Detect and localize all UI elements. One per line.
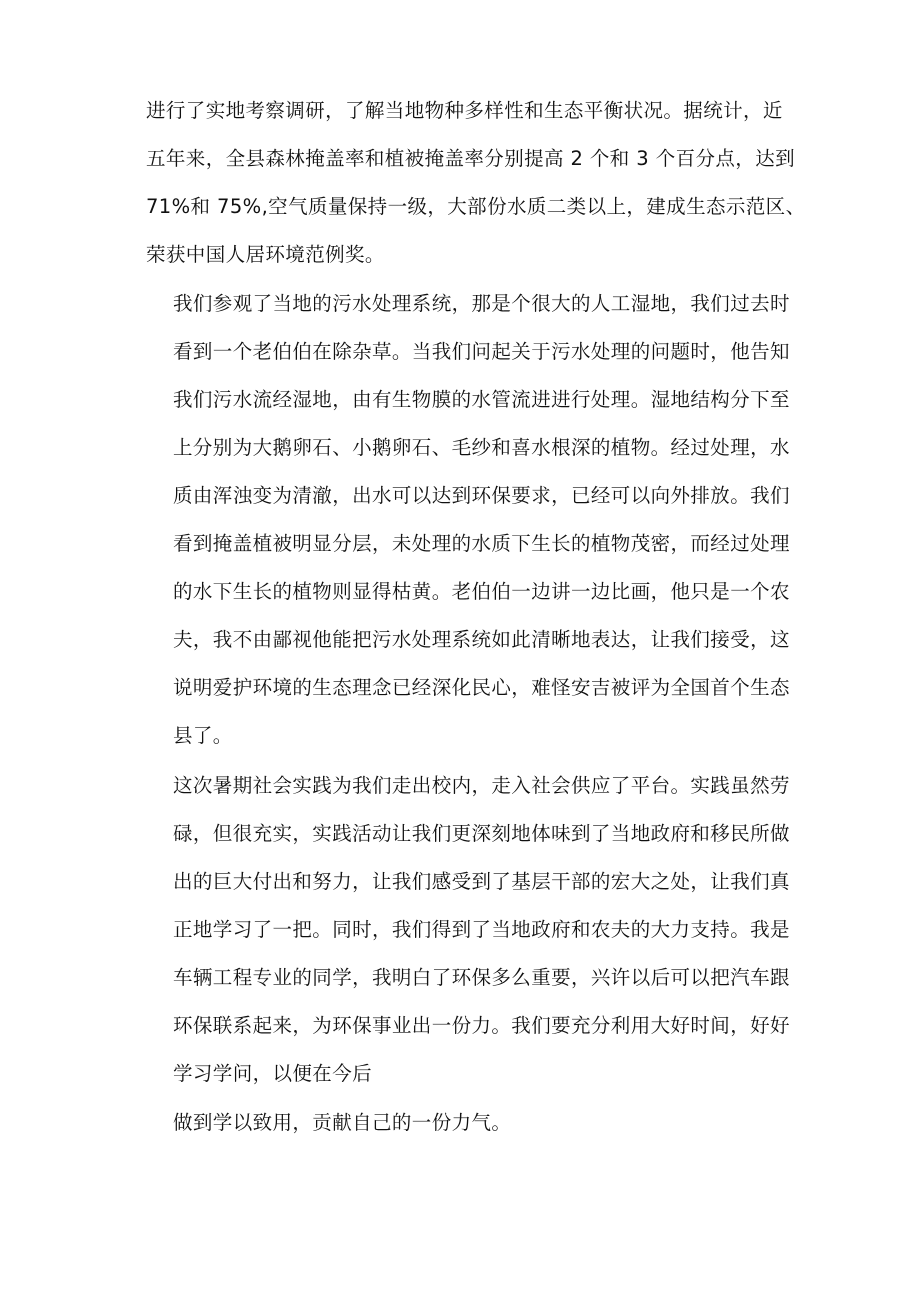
text-line: 看到掩盖植被明显分层，未处理的水质下生长的植物茂密，而经过处理 <box>173 532 790 555</box>
text-line: 荣获中国人居环境范例奖。 <box>146 243 385 266</box>
text-line: 进行了实地考察调研，了解当地物种多样性和生态平衡状况。据统计，近 <box>146 99 783 122</box>
text-line: 我们参观了当地的污水处理系统，那是个很大的人工湿地，我们过去时 <box>173 292 790 315</box>
text-line: 环保联系起来，为环保事业出一份力。我们要充分利用大好时间，好好 <box>173 1014 790 1037</box>
text-line: 夫，我不由鄙视他能把污水处理系统如此清晰地表达，让我们接受，这 <box>173 628 790 651</box>
paragraph-practice-reflection <box>173 762 790 1098</box>
text-line: 看到一个老伯伯在除杂草。当我们问起关于污水处理的问题时，他告知 <box>173 340 790 363</box>
text-line: 说明爱护环境的生态理念已经深化民心，难怪安吉被评为全国首个生态 <box>173 676 790 699</box>
text-line: 出的巨大付出和努力，让我们感受到了基层干部的宏大之处，让我们真 <box>173 870 790 893</box>
text-line: 我们污水流经湿地，由有生物膜的水管流进进行处理。湿地结构分下至 <box>173 388 790 411</box>
text-line: 县了。 <box>173 724 233 747</box>
paragraph-survey-statistics <box>146 87 805 279</box>
text-line: 的水下生长的植物则显得枯黄。老伯伯一边讲一边比画，他只是一个农 <box>173 580 790 603</box>
text-line: 碌，但很充实，实践活动让我们更深刻地体味到了当地政府和移民所做 <box>173 822 790 845</box>
paragraph-sewage-treatment <box>173 280 790 760</box>
text-line: 做到学以致用，贡献自己的一份力气。 <box>173 1111 512 1134</box>
text-line: 这次暑期社会实践为我们走出校内，走入社会供应了平台。实践虽然劳 <box>173 774 790 797</box>
text-line: 车辆工程专业的同学，我明白了环保多么重要，兴许以后可以把汽车跟 <box>173 966 790 989</box>
text-line: 上分别为大鹅卵石、小鹅卵石、毛纱和喜水根深的植物。经过处理，水 <box>173 436 790 459</box>
text-line: 质由浑浊变为清澈，出水可以达到环保要求，已经可以向外排放。我们 <box>173 484 790 507</box>
text-line: 正地学习了一把。同时，我们得到了当地政府和农夫的大力支持。我是 <box>173 918 790 941</box>
text-line: 71%和 75%,空气质量保持一级，大部份水质二类以上，建成生态示范区、 <box>146 195 806 218</box>
text-line: 五年来，全县森林掩盖率和植被掩盖率分别提高 2 个和 3 个百分点，达到 <box>146 147 796 170</box>
text-line: 学习学问，以便在今后 <box>173 1062 373 1085</box>
paragraph-closing <box>173 1099 511 1147</box>
